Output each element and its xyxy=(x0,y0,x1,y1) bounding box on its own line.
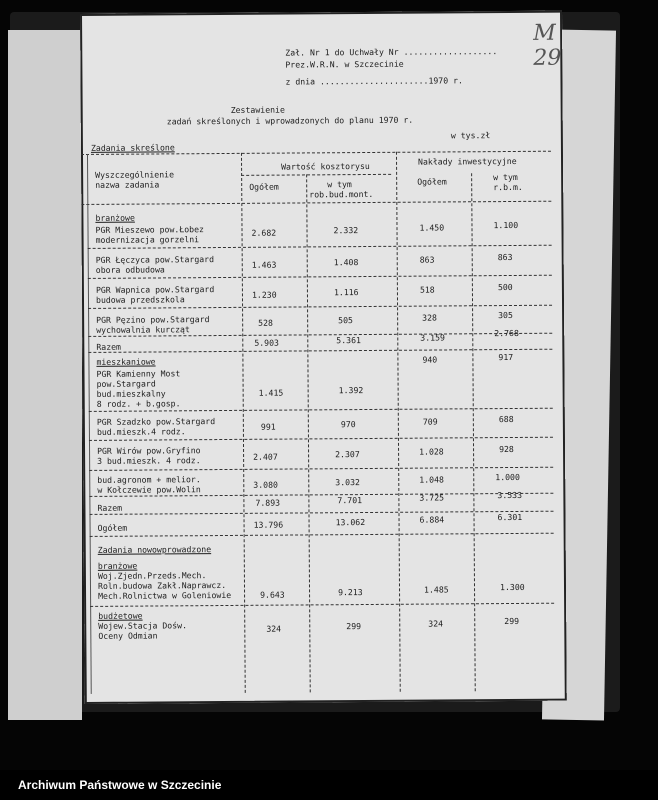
row-value: 5.903 xyxy=(254,337,279,348)
row-value: 1.100 xyxy=(493,219,519,231)
row-value: 1.028 xyxy=(419,446,444,457)
col-group-investment: Nakłady inwestycyjne xyxy=(418,155,517,167)
column-divider xyxy=(306,174,311,692)
row-value: 9.643 xyxy=(260,589,285,600)
rule xyxy=(88,275,552,279)
row-label: obora odbudowa xyxy=(95,264,165,275)
row-value: 863 xyxy=(497,251,513,263)
rule xyxy=(88,349,552,353)
section-removed-title: Zadania skreślone xyxy=(90,142,175,153)
column-divider xyxy=(241,153,246,693)
unit-label: w tys.zł xyxy=(450,130,491,141)
row-value: 2.768 xyxy=(494,327,519,339)
row-label: bud.mieszk.4 rodz. xyxy=(96,426,186,437)
rule xyxy=(88,305,552,309)
row-label: PGR Wapnica pow.Stargard xyxy=(95,284,215,295)
row-value: 13.796 xyxy=(253,519,284,530)
row-value: 3.159 xyxy=(420,332,445,343)
row-value: 1.300 xyxy=(499,581,525,593)
rule xyxy=(241,174,391,176)
row-label: PGR Łęczyca pow.Stargard xyxy=(95,254,215,265)
row-label: PGR Kamienny Most xyxy=(96,368,181,379)
row-label: PGR Pęzino pow.Stargard xyxy=(96,314,210,325)
archive-name: Archiwum Państwowe w Szczecinie xyxy=(18,778,222,792)
row-label-subtotal: Razem xyxy=(97,502,123,513)
row-category: mieszkaniowe xyxy=(96,356,156,367)
col-group-cost: Wartość kosztorysu xyxy=(281,160,370,172)
row-value: 3.032 xyxy=(335,477,360,488)
row-label: bud.agronom + melior. xyxy=(97,474,201,485)
table-left-border xyxy=(87,154,92,694)
row-value: 518 xyxy=(419,284,435,295)
row-label: Roln.budowa Zakł.Naprawcz. xyxy=(97,579,227,591)
row-value: 324 xyxy=(428,618,444,629)
row-label: PGR Mieszewo pow.Łobez xyxy=(95,224,204,235)
row-value: 324 xyxy=(266,623,282,634)
row-value: 1.408 xyxy=(333,257,359,268)
col-header-wtym-2a: w tym xyxy=(493,171,518,183)
handwritten-mark: M 29 xyxy=(533,20,562,71)
row-value: 917 xyxy=(498,351,514,363)
row-value: 709 xyxy=(422,416,438,427)
row-value: 2.407 xyxy=(253,451,278,462)
row-value: 1.485 xyxy=(423,584,449,595)
row-value: 1.450 xyxy=(419,222,445,233)
row-label: pow.Stargard xyxy=(96,378,156,389)
row-label: 8 rodz. + b.gosp. xyxy=(96,398,181,409)
row-label: Oceny Odmian xyxy=(98,630,158,641)
row-value: 299 xyxy=(346,621,362,632)
col-header-wtym-2b: r.b.m. xyxy=(493,181,523,193)
row-value: 970 xyxy=(340,419,356,430)
row-value: 6.301 xyxy=(497,511,523,523)
row-value: 1.463 xyxy=(251,259,277,270)
row-value: 940 xyxy=(422,354,438,365)
col-header-wtym-1a: w tym xyxy=(327,179,352,190)
row-value: 500 xyxy=(497,281,513,293)
row-label-subtotal: Razem xyxy=(96,341,122,352)
col-header-wtym-1b: rob.bud.mont. xyxy=(309,188,374,200)
document-page xyxy=(80,11,567,704)
row-value: 991 xyxy=(260,421,276,432)
row-value: 305 xyxy=(498,309,513,321)
col-header-name-2: nazwa zadania xyxy=(95,179,160,190)
col-header-name-1: Wyszczególnienie xyxy=(95,169,175,180)
rule xyxy=(88,245,552,249)
left-page-edge xyxy=(8,30,82,720)
row-value: 2.307 xyxy=(335,449,360,460)
row-value: 299 xyxy=(504,615,520,627)
row-label: bud.mieszkalny xyxy=(96,388,166,399)
row-label: Woj.Zjedn.Przeds.Mech. xyxy=(97,570,207,581)
row-category: branżowe xyxy=(95,212,135,223)
column-divider xyxy=(471,173,476,691)
row-label: PGR Wirów pow.Gryfino xyxy=(97,445,201,456)
rule xyxy=(81,201,551,205)
column-divider xyxy=(396,152,401,692)
row-value: 7.893 xyxy=(255,497,281,508)
row-value: 928 xyxy=(499,443,514,455)
header-line-3: z dnia ......................1970 r. xyxy=(285,75,463,87)
row-value: 3.533 xyxy=(497,489,523,501)
row-value: 3.080 xyxy=(253,479,278,490)
row-value: 1.116 xyxy=(333,287,359,298)
title-line-1: Zestawienie xyxy=(230,104,285,115)
row-value: 1.415 xyxy=(258,387,284,398)
title-line-2: zadań skreślonych i wprowadzonych do planu 1970 r. xyxy=(166,114,414,127)
row-value: 13.062 xyxy=(335,517,366,528)
row-value: 863 xyxy=(419,254,435,265)
row-value: 1.000 xyxy=(495,471,520,483)
row-label: wychowalnia kurcząt xyxy=(96,324,190,335)
row-value: 528 xyxy=(258,317,273,328)
rule xyxy=(90,533,554,537)
row-label: w Kołczewie pow.Wolin xyxy=(97,484,201,495)
row-label: Mech.Rolnictwa w Goleniowie xyxy=(98,589,232,601)
rule xyxy=(89,437,553,441)
row-label: PGR Szadzko pow.Stargard xyxy=(96,416,216,427)
row-label: Wojew.Stacja Dośw. xyxy=(98,620,188,631)
row-value: 2.682 xyxy=(251,227,277,238)
col-header-total-1: Ogółem xyxy=(249,181,279,192)
header-line-1: Zał. Nr 1 do Uchwały Nr ................... xyxy=(285,46,498,58)
row-label: modernizacja gorzelni xyxy=(95,234,200,245)
rule xyxy=(89,467,553,471)
row-label-total: Ogółem xyxy=(97,522,128,533)
col-header-total-2: Ogółem xyxy=(417,176,447,187)
row-value: 6.884 xyxy=(419,514,445,525)
row-value: 328 xyxy=(422,312,437,323)
row-value: 1.230 xyxy=(251,289,277,300)
row-value: 2.332 xyxy=(333,225,359,236)
row-value: 9.213 xyxy=(338,587,363,598)
row-value: 7.701 xyxy=(337,495,363,506)
row-label: budowa przedszkola xyxy=(95,294,185,305)
row-value: 505 xyxy=(338,315,353,326)
row-value: 3.725 xyxy=(419,492,445,503)
section-new-title: Zadania nowowprowadzone xyxy=(97,544,212,555)
row-value: 5.361 xyxy=(336,335,361,346)
archive-footer xyxy=(0,770,658,800)
row-value: 1.392 xyxy=(338,385,364,396)
header-line-2: Prez.W.R.N. w Szczecinie xyxy=(285,58,404,70)
rule xyxy=(90,603,554,607)
rule xyxy=(89,511,553,515)
row-category: budżetowe xyxy=(98,610,143,621)
row-label: 3 bud.mieszk. 4 rodz. xyxy=(97,455,201,466)
row-value: 1.048 xyxy=(419,474,444,485)
row-category: branżowe xyxy=(97,560,138,571)
row-value: 688 xyxy=(498,413,514,425)
